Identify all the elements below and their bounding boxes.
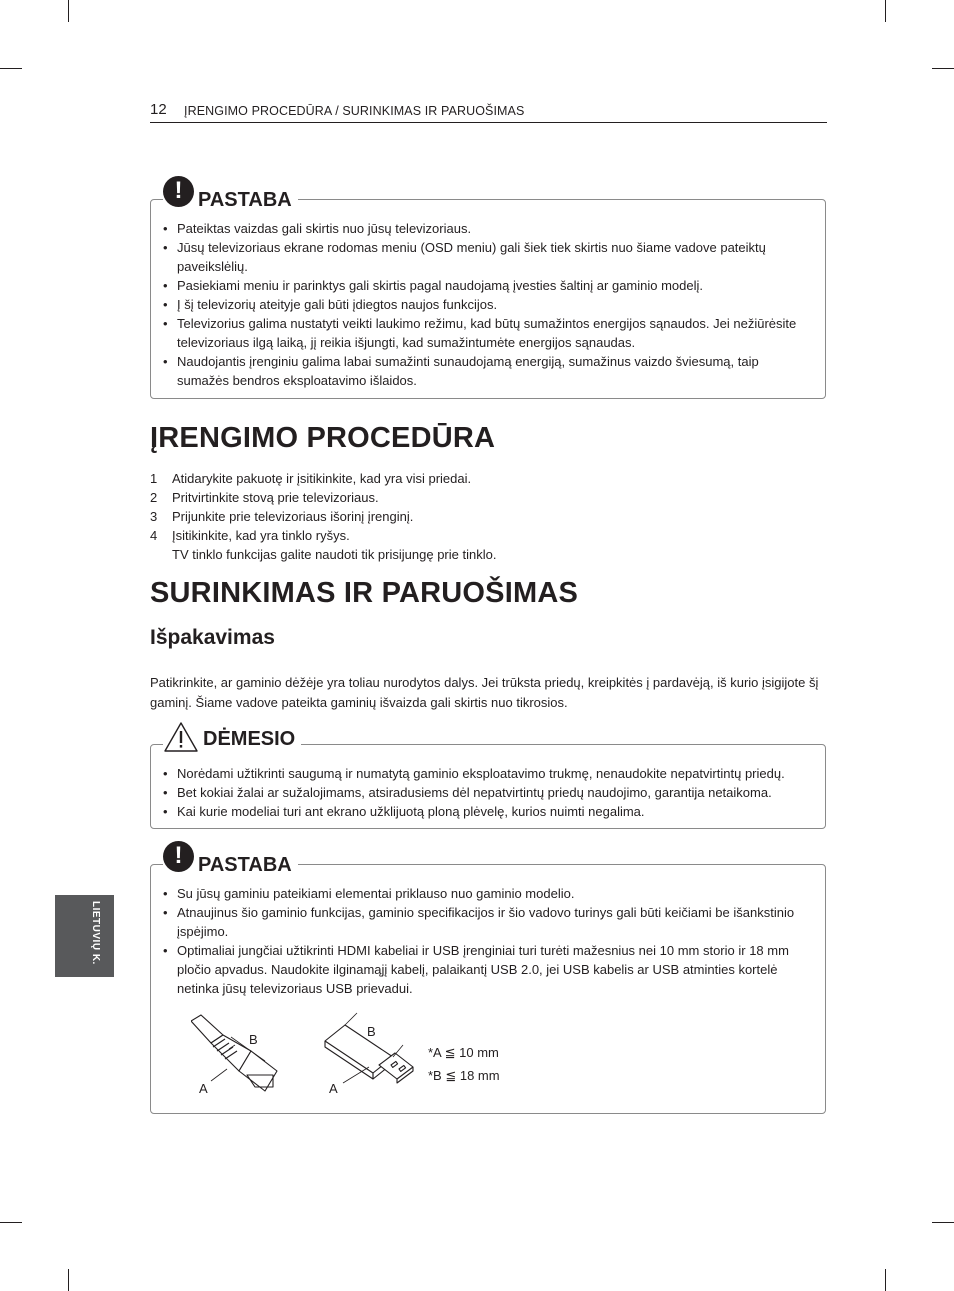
section-title-assembly: SURINKIMAS IR PARUOŠIMAS [150, 577, 579, 609]
bullet-icon: • [163, 785, 168, 800]
bullet-icon: • [163, 943, 168, 958]
list-item [163, 941, 811, 998]
list-item-text: Atnaujinus šio gaminio funkcijas, gaminio specifikacijos ir šio vadovo turinys gali būti keičiami be išankstinio įspėjimo. [177, 905, 795, 939]
usb-label-a: A [329, 1081, 338, 1096]
list-item [163, 884, 811, 903]
crop-mark [932, 68, 954, 69]
list-item [163, 238, 811, 276]
list-item-text: Optimaliai jungčiai užtikrinti HDMI kabeliai ir USB įrenginiai turi turėti mažesnius nei 10 mm storio ir 18 mm pločio apvadus. Naudokite ilginamąjį kabelį, palaikantį USB 2.0, jei USB kabelis ar USB atminties kortelė netinka jūsų televizoriaus USB prievadui. [177, 943, 789, 996]
step-item [150, 469, 750, 488]
step-number: 2 [150, 490, 158, 505]
crop-mark [885, 1269, 886, 1291]
list-item [163, 764, 811, 783]
list-item [163, 219, 811, 238]
caution-heading [163, 721, 301, 757]
crop-mark [0, 68, 22, 69]
language-side-tab [55, 895, 114, 977]
step-text: Prijunkite prie televizoriaus išorinį įrenginį. [172, 509, 414, 524]
list-item-text: Į šį televizorių ateityje gali būti įdiegtos naujos funkcijos. [177, 297, 498, 312]
caution-title: DĖMESIO [203, 727, 296, 750]
usb-stick-diagram [323, 1011, 423, 1097]
step-item [150, 488, 750, 507]
bullet-icon: • [163, 278, 168, 293]
note-box [150, 842, 826, 1114]
step-item [150, 507, 750, 526]
step-number: 1 [150, 471, 158, 486]
list-item-text: Naudojantis įrenginiu galima labai sumažinti sunaudojamą energiją, sumažinus vaizdo šviesumą, taip sumažės bendros eksploatavimo išlaidos. [177, 354, 759, 388]
note-title: PASTABA [198, 188, 292, 211]
list-item [163, 783, 811, 802]
usb-label-b: B [367, 1024, 376, 1039]
step-subtext: TV tinklo funkcijas galite naudoti tik prisijungę prie tinklo. [172, 547, 497, 562]
subsection-title-unpacking: Išpakavimas [150, 626, 275, 649]
note-list [163, 219, 811, 390]
crop-mark [885, 0, 886, 22]
section-title-install: ĮRENGIMO PROCEDŪRA [150, 422, 496, 454]
bullet-icon: • [163, 886, 168, 901]
dimension-a: *A ≦ 10 mm [428, 1045, 499, 1060]
list-item [163, 802, 811, 821]
install-steps [150, 469, 750, 564]
bullet-icon: • [163, 316, 168, 331]
step-item [150, 526, 750, 564]
hdmi-label-b: B [249, 1032, 258, 1047]
hdmi-connector-diagram [191, 1013, 291, 1099]
bullet-icon: • [163, 905, 168, 920]
language-side-tab-label: LIETUVIŲ K. [90, 901, 101, 965]
list-item [163, 314, 811, 352]
list-item [163, 295, 811, 314]
bullet-icon: • [163, 354, 168, 369]
exclamation-circle-icon: ! [163, 841, 194, 872]
step-text: Atidarykite pakuotę ir įsitikinkite, kad yra visi priedai. [172, 471, 472, 486]
page-number: 12 [150, 101, 167, 118]
caution-box [150, 727, 826, 829]
crop-mark [932, 1222, 954, 1223]
exclamation-circle-icon: ! [163, 176, 194, 207]
note-heading [163, 176, 298, 212]
crop-mark [68, 0, 69, 22]
bullet-icon: • [163, 804, 168, 819]
bullet-icon: • [163, 221, 168, 236]
list-item-text: Jūsų televizoriaus ekrane rodomas meniu (OSD meniu) gali šiek tiek skirtis nuo šiame vadove pateiktų paveikslėlių. [177, 240, 766, 274]
running-title: ĮRENGIMO PROCEDŪRA / SURINKIMAS IR PARUOŠIMAS [184, 104, 525, 118]
note-list [163, 884, 811, 998]
hdmi-label-a: A [199, 1081, 208, 1096]
list-item-text: Pateiktas vaizdas gali skirtis nuo jūsų televizoriaus. [177, 221, 472, 236]
list-item [163, 276, 811, 295]
note-heading [163, 841, 298, 877]
warning-triangle-icon [163, 721, 199, 753]
note-box [150, 177, 826, 399]
connector-dimensions [428, 1041, 500, 1087]
unpacking-paragraph: Patikrinkite, ar gaminio dėžėje yra toliau nurodytos dalys. Jei trūksta priedų, kreipkitės į pardavėją, iš kurio įsigijote šį gaminį. Šiame vadove pateikta gaminių išvaizda gali skirtis nuo tikrosios. [150, 675, 819, 710]
page-header [150, 100, 827, 123]
bullet-icon: • [163, 297, 168, 312]
list-item [163, 352, 811, 390]
list-item-text: Su jūsų gaminiu pateikiami elementai priklauso nuo gaminio modelio. [177, 886, 575, 901]
note-title: PASTABA [198, 853, 292, 876]
dimension-b: *B ≦ 18 mm [428, 1068, 500, 1083]
step-text: Įsitikinkite, kad yra tinklo ryšys. [172, 528, 350, 543]
bullet-icon: • [163, 240, 168, 255]
step-number: 4 [150, 528, 158, 543]
list-item-text: Norėdami užtikrinti saugumą ir numatytą gaminio eksploatavimo trukmę, nenaudokite nepatvirtintų priedų. [177, 766, 785, 781]
step-number: 3 [150, 509, 158, 524]
list-item-text: Televizorius galima nustatyti veikti laukimo režimu, kad būtų sumažintos energijos sąnaudos. Jei nežiūrėsite televizoriaus ilgą laiką, jį reikia išjungti, kad sumažintumėte energijos sąnaudas. [177, 316, 797, 350]
caution-list [163, 764, 811, 821]
bullet-icon: • [163, 766, 168, 781]
list-item-text: Kai kurie modeliai turi ant ekrano užklijuotą ploną plėvelę, kurios nuimti negalima. [177, 804, 645, 819]
list-item-text: Bet kokiai žalai ar sužalojimams, atsiradusiems dėl nepatvirtintų priedų naudojimo, garantija netaikoma. [177, 785, 772, 800]
list-item-text: Pasiekiami meniu ir parinktys gali skirtis pagal naudojamą įvesties šaltinį ar gaminio modelį. [177, 278, 704, 293]
step-text: Pritvirtinkite stovą prie televizoriaus. [172, 490, 379, 505]
crop-mark [68, 1269, 69, 1291]
list-item [163, 903, 811, 941]
crop-mark [0, 1222, 22, 1223]
